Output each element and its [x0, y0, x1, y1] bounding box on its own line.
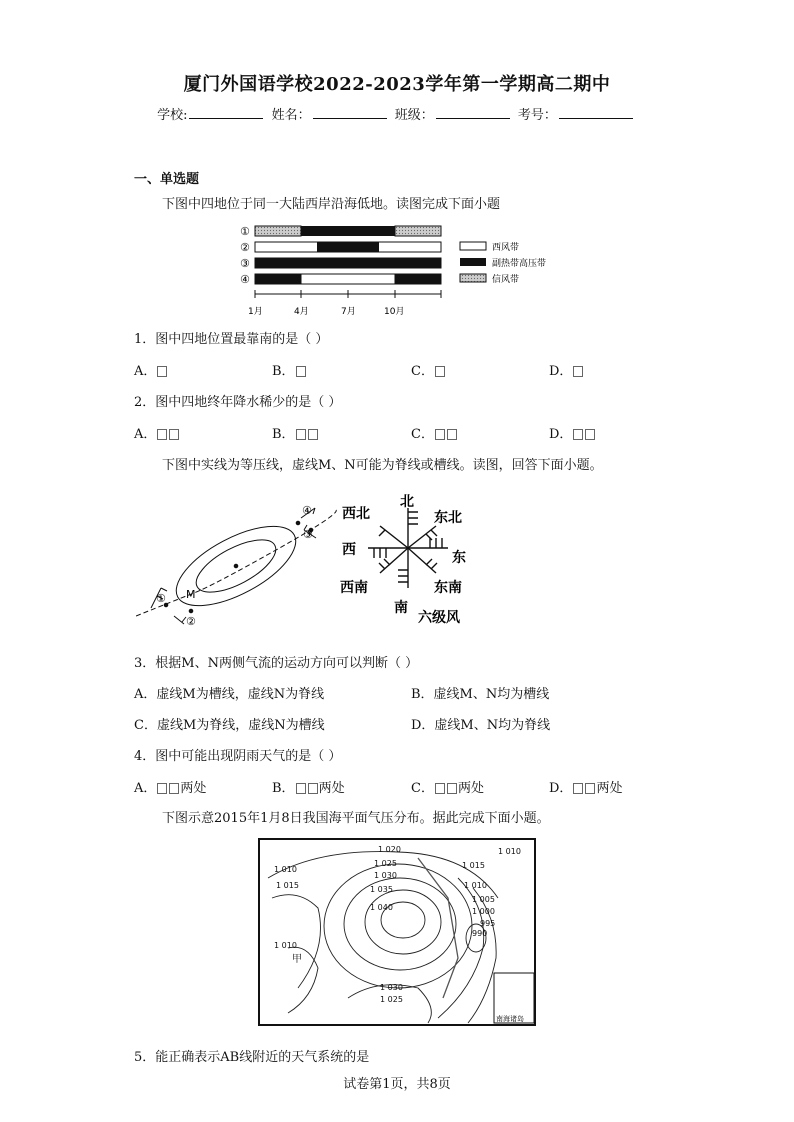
isobar-label: 1 005: [472, 895, 495, 904]
isobar-diagram: [136, 508, 336, 624]
compass-northwest: 西北: [342, 506, 370, 522]
name-label: 姓名：: [271, 108, 311, 123]
isobar-label: 1 020: [378, 845, 401, 854]
question-3: 3．根据M、N两侧气流的运动方向可以判断（ ）: [134, 656, 419, 671]
option-3b[interactable]: B．虚线M、N均为槽线: [411, 687, 550, 702]
option-2d[interactable]: D．: [549, 423, 596, 442]
wind-belt-figure: [236, 220, 566, 320]
option-3d[interactable]: D．虚线M、N均为脊线: [411, 718, 551, 733]
row-4: [240, 273, 441, 286]
row-label: ④: [240, 273, 250, 286]
option-2c[interactable]: C．: [411, 423, 458, 442]
isobar-label: 1 025: [380, 995, 403, 1004]
isobar-label: 990: [472, 929, 488, 938]
isobar-label: 1 000: [472, 907, 495, 916]
name-field[interactable]: [313, 106, 387, 119]
row-3: [240, 257, 441, 270]
question-5: 5．能正确表示AB线附近的天气系统的是: [134, 1050, 370, 1065]
question-1: 1．图中四地位置最靠南的是（ ）: [134, 332, 329, 347]
compass-west: 西: [342, 542, 356, 558]
compass-southeast: 东南: [434, 580, 462, 596]
isobar-label: 1 010: [274, 865, 297, 874]
tick-label: 7月: [341, 307, 356, 317]
student-info-line: [0, 104, 794, 123]
isobar-label: 1 015: [276, 881, 299, 890]
isobar-label: 995: [480, 919, 496, 928]
school-field[interactable]: [189, 106, 263, 119]
section-heading: 一、单选题: [134, 172, 200, 187]
class-field[interactable]: [436, 106, 510, 119]
option-1a[interactable]: A．: [134, 360, 168, 379]
compass-northeast: 东北: [434, 510, 462, 526]
class-label: 班级：: [394, 108, 434, 123]
inset-label: 南海诸岛: [496, 1015, 524, 1023]
month-axis: [248, 290, 441, 317]
question-2: 2．图中四地终年降水稀少的是（ ）: [134, 395, 342, 410]
question-4: 4．图中可能出现阴雨天气的是（ ）: [134, 749, 342, 764]
point-3-label: ③: [303, 528, 313, 541]
option-3a[interactable]: A．虚线M为槽线，虚线N为脊线: [134, 687, 325, 702]
place-label-jia: 甲: [292, 954, 302, 965]
option-1d[interactable]: D．: [549, 360, 584, 379]
point-2-label: ②: [186, 615, 196, 628]
isobar-label: 1 015: [462, 861, 485, 870]
option-1c[interactable]: C．: [411, 360, 446, 379]
page-title: 厦门外国语学校2022-2023学年第一学期高二期中: [183, 74, 611, 95]
row-1: [240, 225, 441, 238]
page-footer: 试卷第1页，共8页: [343, 1077, 451, 1092]
option-4d[interactable]: D． 两处: [549, 781, 623, 796]
row-label: ③: [240, 257, 250, 270]
isobar-wind-figure: [136, 488, 476, 633]
isobar-label: 1 030: [380, 983, 403, 992]
row-label: ②: [240, 241, 250, 254]
option-4a[interactable]: A． 两处: [134, 781, 207, 796]
row-2: [240, 241, 441, 254]
isobar-label: 1 025: [374, 859, 397, 868]
point-1-label: ①: [156, 592, 166, 605]
option-2a[interactable]: A．: [134, 423, 180, 442]
intro-text-1: 下图中四地位于同一大陆西岸沿海低地。读图完成下面小题: [162, 197, 501, 212]
school-label: 学校:: [157, 108, 188, 123]
compass-south: 南: [394, 600, 408, 616]
legend: [460, 241, 546, 285]
line-m-label: M: [186, 588, 196, 601]
number-field[interactable]: [559, 106, 633, 119]
option-2b[interactable]: B．: [272, 423, 319, 442]
tick-label: 10月: [384, 307, 405, 317]
isobar-label: 1 040: [370, 903, 393, 912]
compass-north: 北: [400, 494, 414, 510]
point-4-label: ④: [302, 504, 312, 517]
pressure-map: [258, 838, 536, 1026]
isobar-label: 1 010: [464, 881, 487, 890]
isobar-label: 1 030: [374, 871, 397, 880]
option-4c[interactable]: C． 两处: [411, 781, 484, 796]
option-4b[interactable]: B． 两处: [272, 781, 345, 796]
compass-scale-label: 六级风: [418, 610, 460, 626]
isobar-label: 1 010: [498, 847, 521, 856]
legend-label: 西风带: [492, 243, 520, 253]
compass-east: 东: [452, 550, 466, 566]
intro-text-2: 下图中实线为等压线，虚线M、N可能为脊线或槽线。读图，回答下面小题。: [162, 458, 603, 473]
legend-label: 副热带高压带: [492, 259, 547, 269]
intro-text-3: 下图示意2015年1月8日我国海平面气压分布。据此完成下面小题。: [162, 811, 550, 826]
tick-label: 4月: [294, 307, 309, 317]
row-label: ①: [240, 225, 250, 238]
compass-southwest: 西南: [340, 580, 368, 596]
tick-label: 1月: [248, 307, 263, 317]
legend-label: 信风带: [492, 275, 520, 285]
option-1b[interactable]: B．: [272, 360, 307, 379]
option-3c[interactable]: C．虚线M为脊线，虚线N为槽线: [134, 718, 325, 733]
isobar-label: 1 010: [274, 941, 297, 950]
isobar-label: 1 035: [370, 885, 393, 894]
number-label: 考号：: [517, 108, 557, 123]
